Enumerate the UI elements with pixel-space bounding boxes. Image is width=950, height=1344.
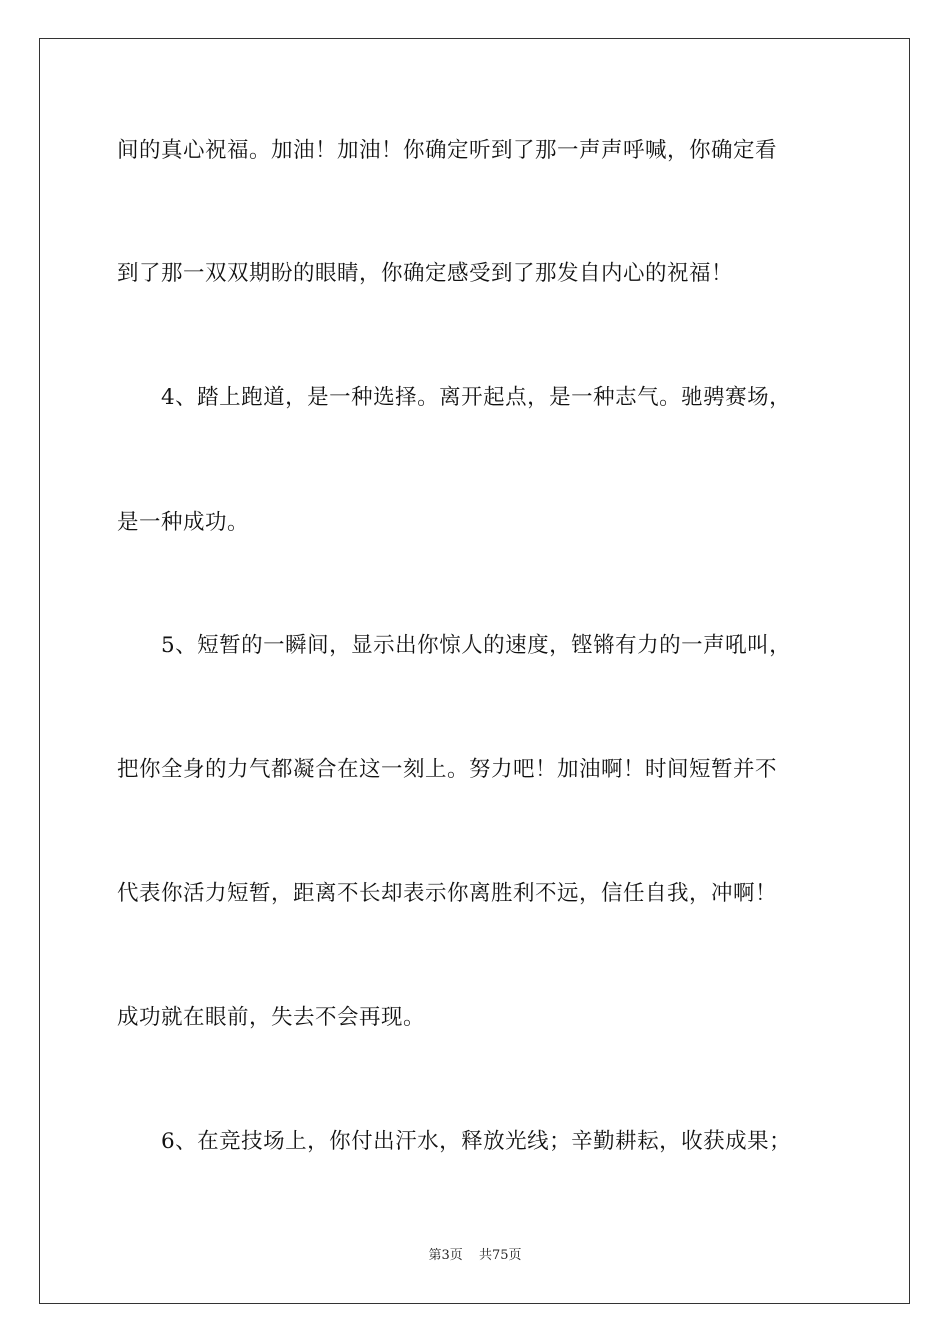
text-line: 成功就在眼前，失去不会再现。: [117, 1005, 426, 1030]
text-line: 到了那一双双期盼的眼睛，你确定感受到了那发自内心的祝福！: [117, 261, 734, 286]
text-line: 间的真心祝福。加油！加油！你确定听到了那一声声呼喊，你确定看: [117, 138, 778, 163]
page-footer: [0, 1249, 950, 1262]
page-number: 第3页: [428, 1248, 463, 1263]
text-line: 5、短暂的一瞬间，显示出你惊人的速度，铿锵有力的一声吼叫，: [117, 633, 792, 658]
text-line: 代表你活力短暂，距离不长却表示你离胜利不远，信任自我，冲啊！: [117, 881, 778, 906]
text-line: 把你全身的力气都凝合在这一刻上。努力吧！加油啊！时间短暂并不: [117, 757, 778, 782]
text-line: 是一种成功。: [117, 510, 250, 535]
page-total: 共75页: [478, 1248, 522, 1263]
page-frame: [39, 38, 910, 1304]
text-line: 4、踏上跑道，是一种选择。离开起点，是一种志气。驰骋赛场，: [117, 385, 792, 410]
text-line: 6、在竞技场上，你付出汗水，释放光线；辛勤耕耘，收获成果；: [117, 1129, 792, 1154]
